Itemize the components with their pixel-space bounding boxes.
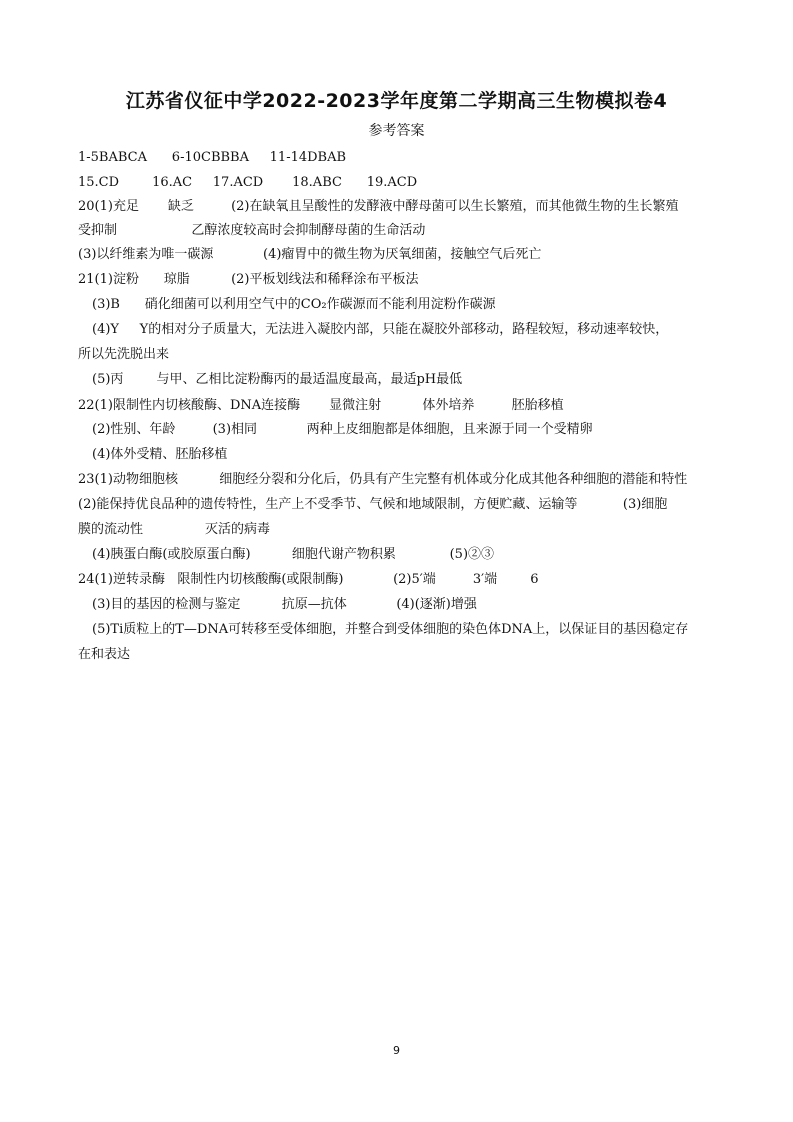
answer-line: 在和表达	[78, 647, 131, 662]
answer-line: (3)B 硝化细菌可以利用空气中的CO₂作碳源而不能利用淀粉作碳源	[92, 297, 496, 312]
answer-line: (2)性别、年龄 (3)相同 两种上皮细胞都是体细胞，且来源于同一个受精卵	[92, 422, 593, 437]
answer-line: (5)Ti质粒上的T—DNA可转移至受体细胞，并整合到受体细胞的染色体DNA上，以保证目的基因稳定存	[92, 622, 689, 637]
page-subtitle: 参考答案	[368, 123, 425, 139]
answer-line: 膜的流动性 灭活的病毒	[78, 522, 270, 537]
answer-line: 15.CD 16.AC 17.ACD 18.ABC 19.ACD	[78, 175, 418, 190]
answer-line: 23(1)动物细胞核 细胞经分裂和分化后，仍具有产生完整有机体或分化成其他各种细胞的潜能和特性	[78, 472, 688, 487]
answer-line: (4)体外受精、胚胎移植	[92, 447, 228, 462]
answer-line: 21(1)淀粉 琼脂 (2)平板划线法和稀释涂布平板法	[78, 272, 419, 287]
answer-line: (3)目的基因的检测与鉴定 抗原—抗体 (4)(逐渐)增强	[92, 597, 477, 612]
page-number: 9	[393, 1044, 400, 1057]
answer-line: 1-5BABCA 6-10CBBBA 11-14DBAB	[78, 150, 347, 165]
answer-line: (2)能保持优良品种的遗传特性，生产上不受季节、气候和地域限制，方便贮藏、运输等 (3)细胞	[78, 497, 668, 512]
answer-line: 24(1)逆转录酶 限制性内切核酸酶(或限制酶) (2)5′端 3′端 6	[78, 572, 539, 587]
answer-line: (5)丙 与甲、乙相比淀粉酶丙的最适温度最高，最适pH最低	[92, 372, 463, 387]
answer-line: 20(1)充足 缺乏 (2)在缺氧且呈酸性的发酵液中酵母菌可以生长繁殖，而其他微生物的生长繁殖	[78, 199, 679, 214]
answer-line: 22(1)限制性内切核酸酶、DNA连接酶 显微注射 体外培养 胚胎移植	[78, 398, 564, 413]
answer-line: (4)胰蛋白酶(或胶原蛋白酶) 细胞代谢产物积累 (5)②③	[92, 547, 495, 562]
answer-line: (3)以纤维素为唯一碳源 (4)瘤胃中的微生物为厌氧细菌，接触空气后死亡	[78, 247, 542, 262]
answer-line: 所以先洗脱出来	[78, 347, 170, 362]
page-title: 江苏省仪征中学2022-2023学年度第二学期高三生物模拟卷4	[125, 90, 668, 112]
answer-line: 受抑制 乙醇浓度较高时会抑制酵母菌的生命活动	[78, 223, 426, 238]
answer-line: (4)Y Y的相对分子质量大，无法进入凝胶内部，只能在凝胶外部移动，路程较短，移动速率较快，	[92, 322, 669, 337]
